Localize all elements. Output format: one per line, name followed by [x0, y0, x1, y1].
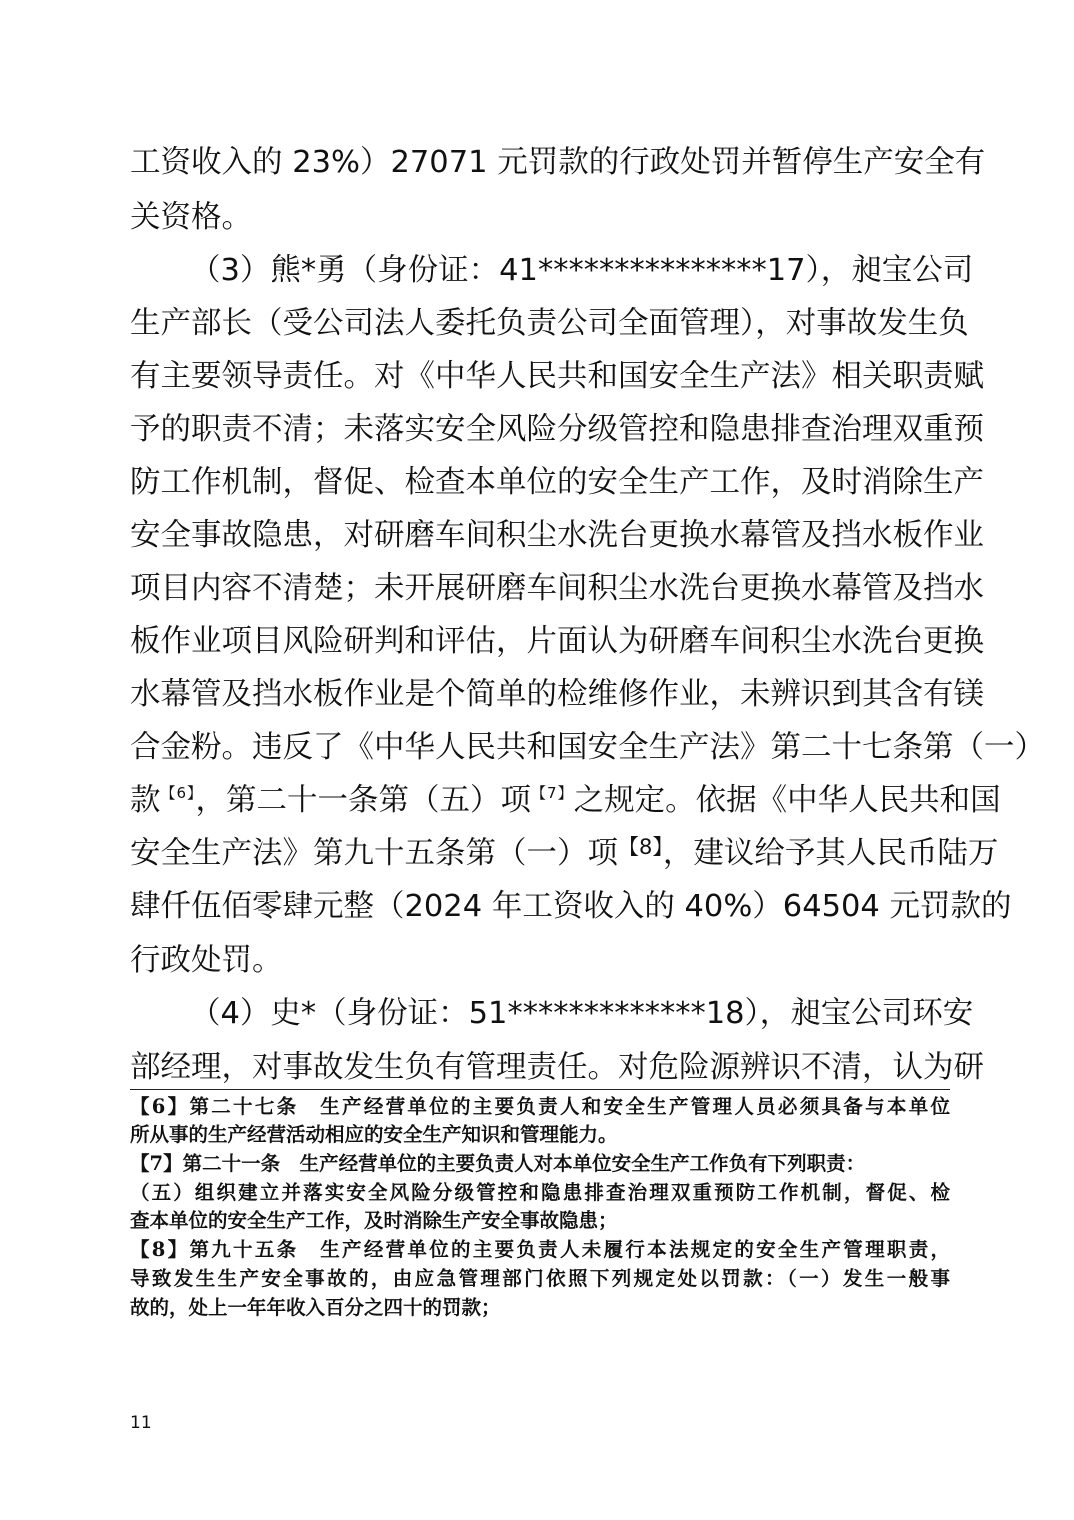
footnote-line-3: 【7】第二十一条 生产经营单位的主要负责人对本单位安全生产工作负有下列职责： — [130, 1152, 866, 1175]
body-line-13-part-1: 款 — [130, 783, 161, 818]
body-line-16: 行政处罚。 — [130, 943, 283, 978]
body-line-14 — [130, 835, 999, 875]
body-line-7: 防工作机制，督促、检查本单位的安全生产工作，及时消除生产 — [130, 465, 984, 500]
body-line-14-part-1: 安全生产法》第九十五条第（一）项 — [130, 836, 618, 871]
body-line-18: 部经理，对事故发生负有管理责任。对危险源辨识不清，认为研 — [130, 1050, 984, 1085]
body-line-6: 予的职责不清；未落实安全风险分级管控和隐患排查治理双重预 — [130, 412, 984, 447]
footnote-line-5: 查本单位的安全生产工作，及时消除生产安全事故隐患； — [130, 1209, 618, 1232]
body-line-13-part-3: 之规定。依据《中华人民共和国 — [573, 783, 1001, 818]
body-line-1: 工资收入的 23%）27071 元罚款的行政处罚并暂停生产安全有 — [130, 145, 986, 180]
page-number: 11 — [130, 1413, 152, 1433]
body-line-9: 项目内容不清楚；未开展研磨车间积尘水洗台更换水幕管及挡水 — [130, 571, 984, 606]
body-line-12: 合金粉。违反了《中华人民共和国安全生产法》第二十七条第（一） — [130, 730, 1045, 765]
footnote-line-4: （五）组织建立并落实安全风险分级管控和隐患排查治理双重预防工作机制，督促、检 — [130, 1181, 950, 1204]
body-line-11: 水幕管及挡水板作业是个简单的检维修作业，未辨识到其含有镁 — [130, 677, 984, 712]
body-line-2: 关资格。 — [130, 200, 252, 235]
footnote-ref-6[interactable]: 【6】 — [160, 784, 196, 802]
body-line-14-part-2: ，建议给予其人民币陆万 — [662, 836, 999, 871]
footnote-line-8: 故的，处上一年年收入百分之四十的罚款； — [130, 1296, 501, 1319]
footnote-line-1: 【6】第二十七条 生产经营单位的主要负责人和安全生产管理人员必须具备与本单位 — [130, 1095, 950, 1118]
footnote-ref-7[interactable]: 【7】 — [531, 784, 574, 802]
body-line-15: 肆仟伍佰零肆元整（2024 年工资收入的 40%）64504 元罚款的 — [130, 889, 1012, 924]
footnote-ref-8[interactable]: 【8】 — [618, 835, 663, 859]
footnote-line-7: 导致发生生产安全事故的，由应急管理部门依照下列规定处以罚款：（一）发生一般事 — [130, 1267, 950, 1290]
footnote-separator — [130, 1089, 950, 1090]
footnote-line-2: 所从事的生产经营活动相应的安全生产知识和管理能力。 — [130, 1123, 618, 1146]
body-line-4: 生产部长（受公司法人委托负责公司全面管理），对事故发生负 — [130, 306, 969, 341]
body-line-13 — [130, 782, 1001, 824]
body-line-10: 板作业项目风险研判和评估，片面认为研磨车间积尘水洗台更换 — [130, 624, 984, 659]
body-line-5: 有主要领导责任。对《中华人民共和国安全生产法》相关职责赋 — [130, 359, 984, 394]
body-line-3: （3）熊*勇（身份证：41***************17），昶宝公司 — [190, 253, 974, 288]
body-line-17: （4）史*（身份证：51*************18），昶宝公司环安 — [190, 996, 974, 1031]
footnote-line-6: 【8】第九十五条 生产经营单位的主要负责人未履行本法规定的安全生产管理职责， — [130, 1238, 950, 1261]
body-line-8: 安全事故隐患，对研磨车间积尘水洗台更换水幕管及挡水板作业 — [130, 518, 984, 553]
body-line-13-part-2: ，第二十一条第（五）项 — [195, 783, 532, 818]
